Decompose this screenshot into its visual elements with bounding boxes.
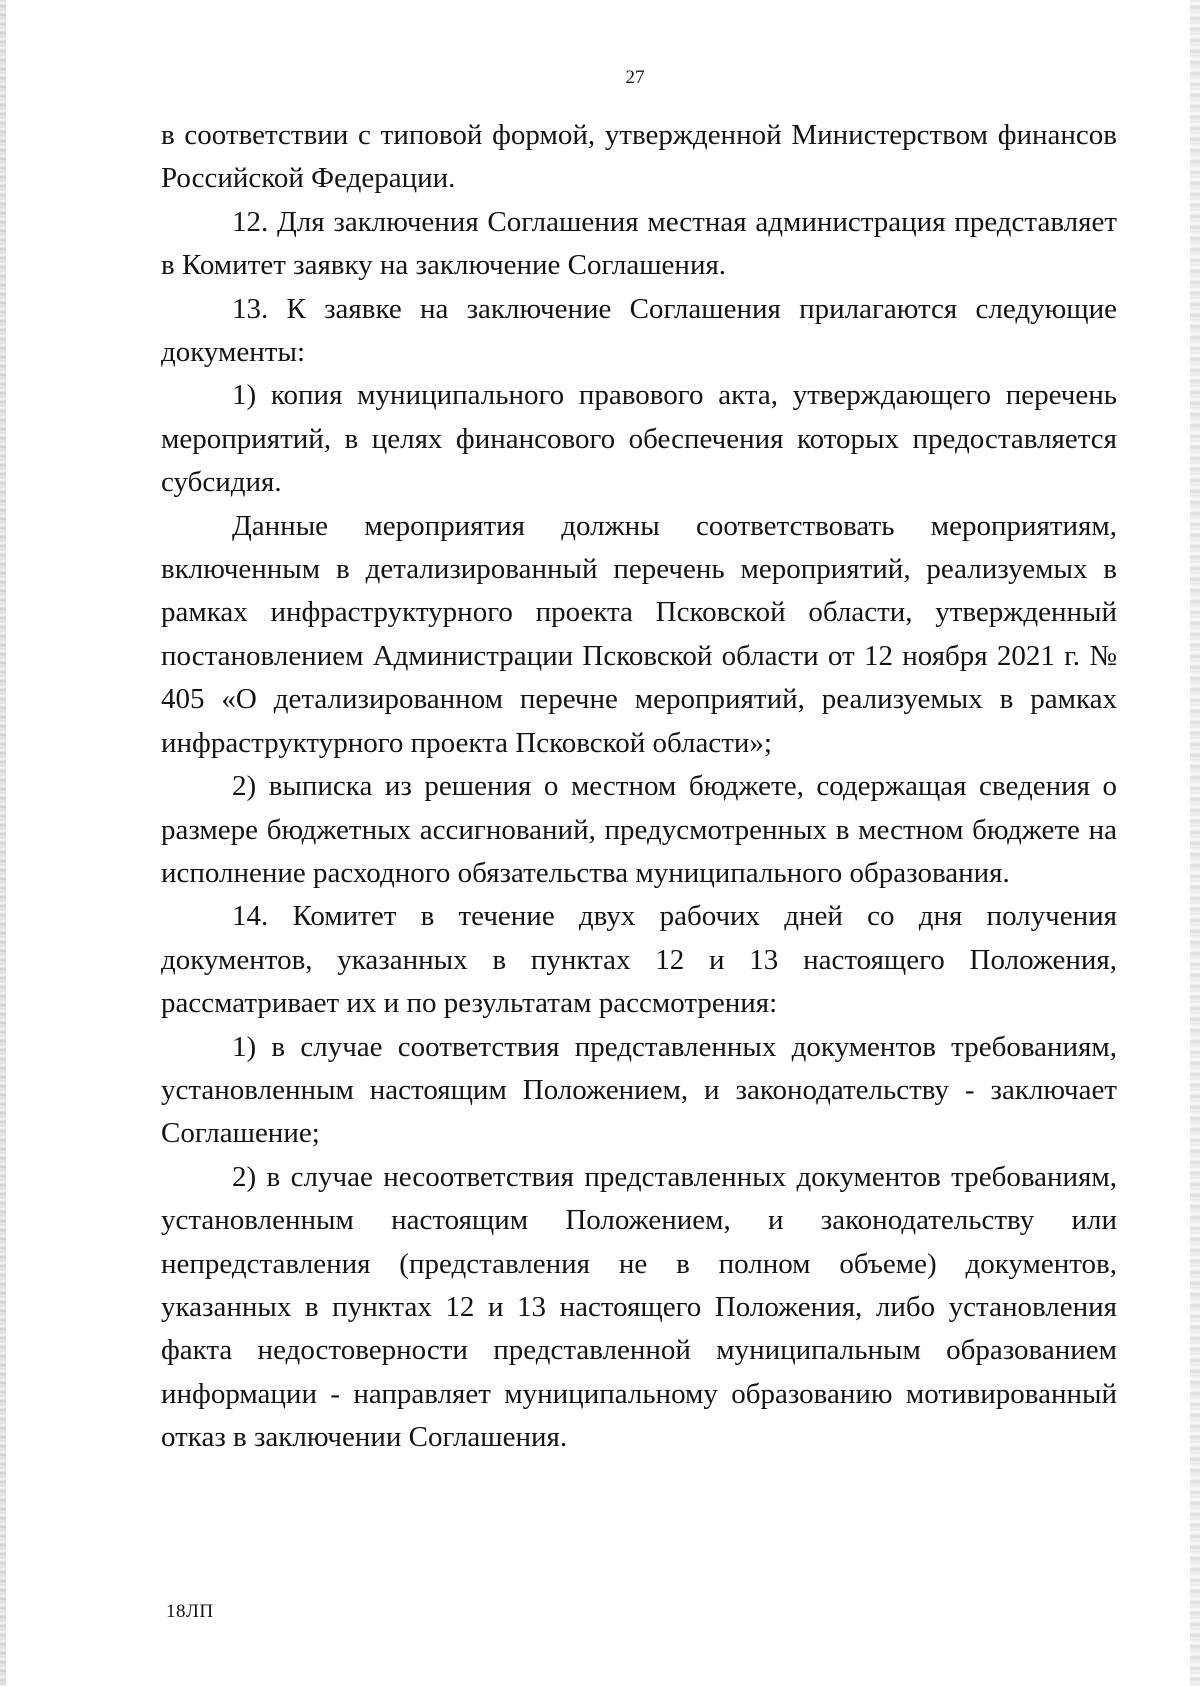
scan-edge-right bbox=[1190, 0, 1200, 1686]
paragraph-item-14: 14. Комитет в течение двух рабочих дней со дня получения документов, указанных в пунктах 12 и 13 настоящего Положения, рассматривает их и по результатам рассмотрения: bbox=[161, 900, 1117, 1020]
paragraph-item-14-1: 1) в случае соответствия представленных документов требованиям, установленным настоящим Положением, и законодательству - заключает Соглашение; bbox=[161, 1030, 1117, 1150]
document-body bbox=[161, 114, 1117, 1460]
scan-edge-left bbox=[0, 0, 6, 1686]
paragraph-item-12: 12. Для заключения Соглашения местная администрация представляет в Комитет заявку на заключение Соглашения. bbox=[161, 205, 1117, 282]
paragraph-item-13: 13. К заявке на заключение Соглашения прилагаются следующие документы: bbox=[161, 292, 1117, 369]
footer-document-code: 18ЛП bbox=[166, 1601, 214, 1622]
paragraph-item-13-1-note: Данные мероприятия должны соответствовать мероприятиям, включенным в детализированный перечень мероприятий, реализуемых в рамках инфраструктурного проекта Псковской области, утвержденный постановлением Администрации Псковской области от 12 ноября 2021 г. № 405 «О детализированном перечне мероприятий, реализуемых в рамках инфраструктурного проекта Псковской области»; bbox=[161, 509, 1117, 759]
paragraph-item-14-2: 2) в случае несоответствия представленных документов требованиям, установленным настоящим Положением, и законодательству или непредставления (представления не в полном объеме) документов, указанных в пунктах 12 и 13 настоящего Положения, либо установления факта недостоверности представленной муниципальным образованием информации - направляет муниципальному образованию мотивированный отказ в заключении Соглашения. bbox=[161, 1160, 1117, 1454]
paragraph-item-13-2: 2) выписка из решения о местном бюджете, содержащая сведения о размере бюджетных ассигнований, предусмотренных в местном бюджете на исполнение расходного обязательства муниципального образования. bbox=[161, 770, 1117, 889]
paragraph-continuation: в соответствии с типовой формой, утвержденной Министерством финансов Российской Федерации. bbox=[161, 119, 1117, 195]
paragraph-item-13-1: 1) копия муниципального правового акта, утверждающего перечень мероприятий, в целях финансового обеспечения которых предоставляется субсидия. bbox=[161, 379, 1117, 499]
page-number: 27 bbox=[625, 67, 645, 88]
